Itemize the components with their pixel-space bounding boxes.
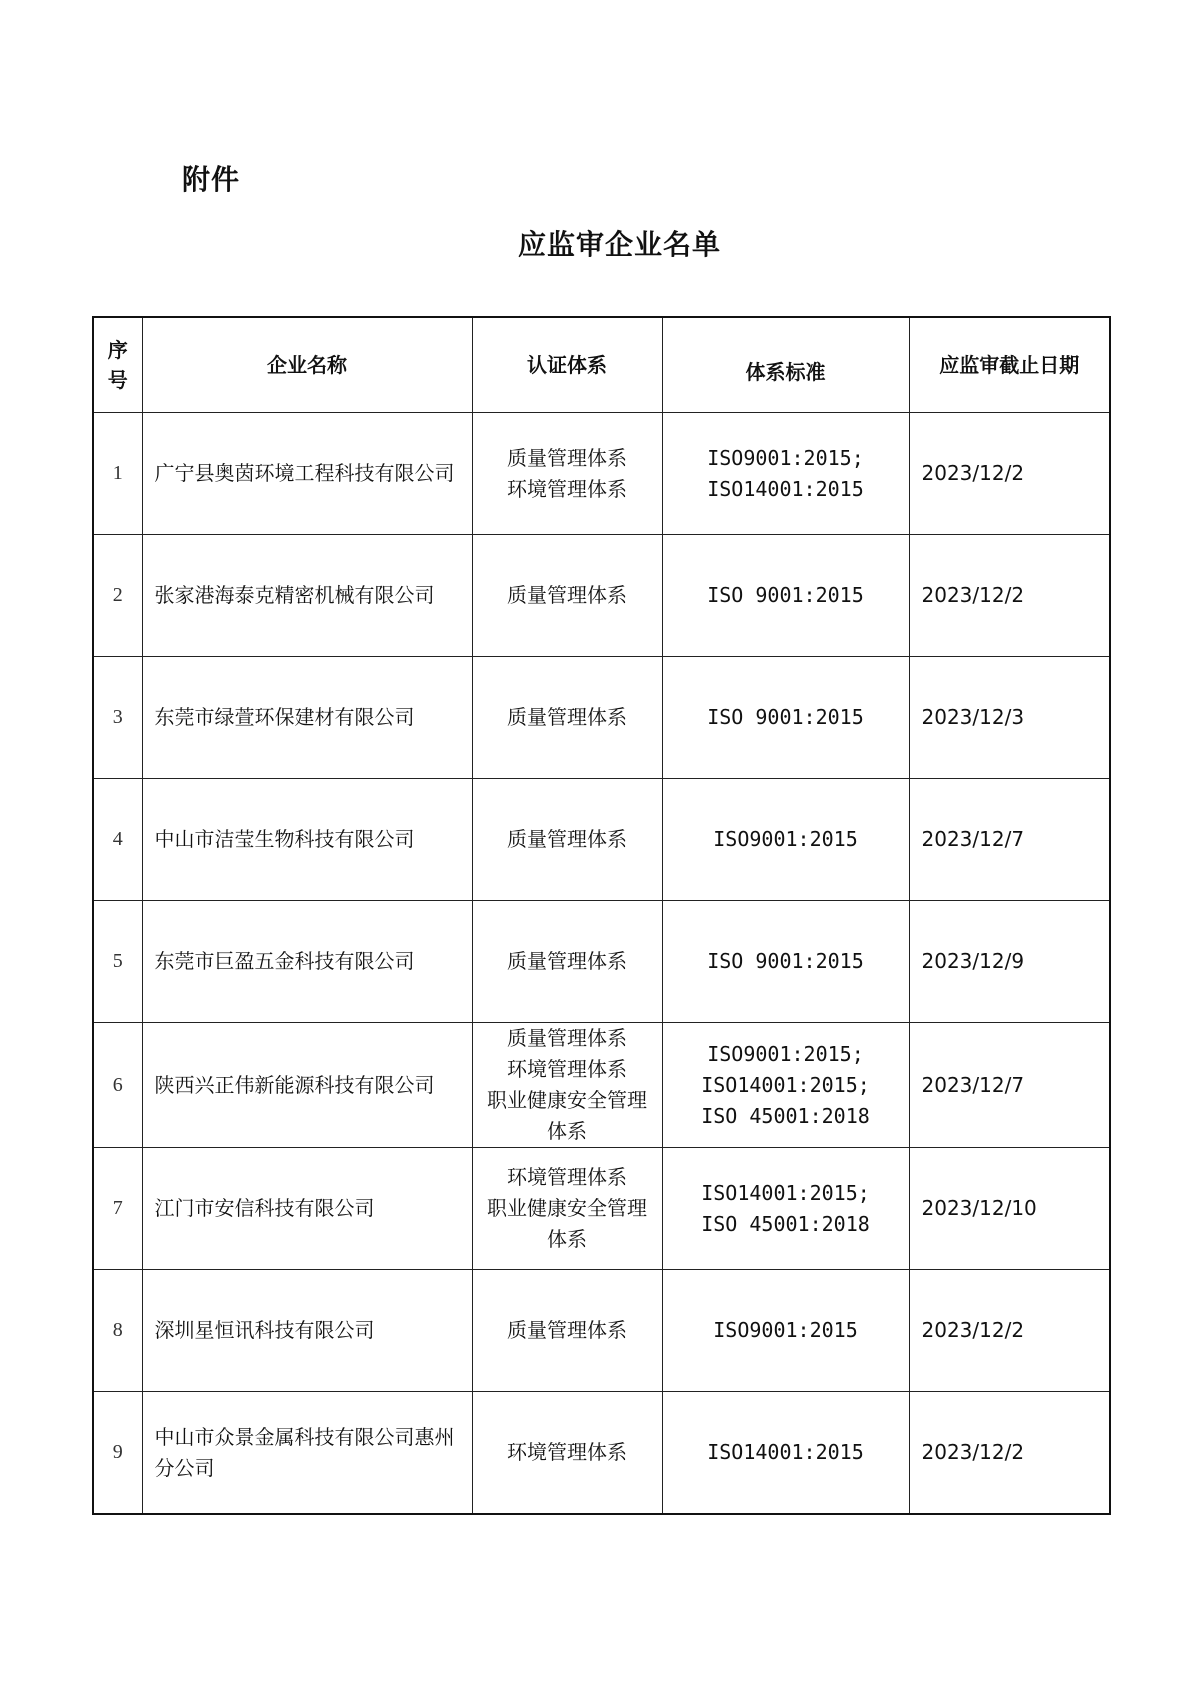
audit-deadline: 2023/12/2 — [909, 535, 1110, 657]
certification-system — [472, 657, 662, 779]
attachment-label: 附件 — [182, 163, 241, 196]
standard-line: ISO14001:2015 — [707, 1440, 864, 1464]
system-standard — [662, 657, 909, 779]
audit-deadline: 2023/12/2 — [909, 1392, 1110, 1515]
table-row — [93, 1148, 1110, 1270]
audit-deadline: 2023/12/2 — [909, 413, 1110, 535]
certification-system — [472, 901, 662, 1023]
company-name: 江门市安信科技有限公司 — [142, 1148, 472, 1270]
system-line: 环境管理体系 — [507, 476, 627, 501]
system-line: 质量管理体系 — [507, 1026, 627, 1050]
company-name: 中山市洁莹生物科技有限公司 — [142, 779, 472, 901]
system-line: 质量管理体系 — [507, 445, 627, 470]
table-header-row — [93, 317, 1110, 413]
standard-line: ISO 9001:2015 — [707, 705, 864, 729]
certification-system — [472, 413, 662, 535]
column-header-system: 认证体系 — [472, 317, 662, 413]
table-row — [93, 901, 1110, 1023]
system-standard — [662, 1148, 909, 1270]
system-line: 职业健康安全管理体系 — [487, 1196, 647, 1251]
system-standard — [662, 1392, 909, 1515]
table-body — [93, 413, 1110, 1515]
certification-system — [472, 1270, 662, 1392]
row-seq: 5 — [93, 901, 142, 1023]
system-line: 质量管理体系 — [507, 827, 627, 851]
table-row — [93, 1270, 1110, 1392]
table-row — [93, 1392, 1110, 1515]
column-header-standard: 体系标准 — [662, 317, 909, 413]
company-name: 东莞市绿萱环保建材有限公司 — [142, 657, 472, 779]
system-standard — [662, 1270, 909, 1392]
system-line: 环境管理体系 — [507, 1165, 627, 1189]
company-name: 东莞市巨盈五金科技有限公司 — [142, 901, 472, 1023]
system-standard — [662, 413, 909, 535]
audit-deadline: 2023/12/10 — [909, 1148, 1110, 1270]
column-header-company: 企业名称 — [142, 317, 472, 413]
company-name: 张家港海泰克精密机械有限公司 — [142, 535, 472, 657]
page-title: 应监审企业名单 — [517, 228, 721, 261]
system-line: 质量管理体系 — [507, 705, 627, 729]
system-line: 环境管理体系 — [507, 1057, 627, 1081]
audit-deadline: 2023/12/2 — [909, 1270, 1110, 1392]
row-seq: 4 — [93, 779, 142, 901]
enterprise-table — [92, 316, 1111, 1515]
system-line: 职业健康安全管理体系 — [487, 1088, 647, 1143]
column-header-seq: 序号 — [93, 317, 142, 413]
column-header-deadline: 应监审截止日期 — [909, 317, 1110, 413]
system-line: 环境管理体系 — [507, 1440, 627, 1464]
system-line: 质量管理体系 — [507, 583, 627, 607]
row-seq: 2 — [93, 535, 142, 657]
system-line: 质量管理体系 — [507, 1318, 627, 1342]
table-row — [93, 779, 1110, 901]
table-row — [93, 413, 1110, 535]
table-row — [93, 1023, 1110, 1148]
company-name: 广宁县奥茵环境工程科技有限公司 — [142, 413, 472, 535]
company-name: 陕西兴正伟新能源科技有限公司 — [142, 1023, 472, 1148]
audit-deadline: 2023/12/7 — [909, 779, 1110, 901]
system-standard — [662, 1023, 909, 1148]
standard-line: ISO 45001:2018 — [701, 1211, 870, 1236]
row-seq: 6 — [93, 1023, 142, 1148]
standard-line: ISO 9001:2015 — [707, 949, 864, 973]
standard-line: ISO14001:2015 — [707, 476, 864, 501]
certification-system — [472, 1023, 662, 1148]
certification-system — [472, 1392, 662, 1515]
audit-deadline: 2023/12/3 — [909, 657, 1110, 779]
standard-line: ISO14001:2015; — [701, 1072, 870, 1097]
certification-system — [472, 779, 662, 901]
row-seq: 7 — [93, 1148, 142, 1270]
system-line: 质量管理体系 — [507, 949, 627, 973]
audit-deadline: 2023/12/7 — [909, 1023, 1110, 1148]
company-name: 深圳星恒讯科技有限公司 — [142, 1270, 472, 1392]
system-standard — [662, 779, 909, 901]
system-standard — [662, 535, 909, 657]
certification-system — [472, 1148, 662, 1270]
standard-line: ISO9001:2015 — [713, 1318, 858, 1342]
row-seq: 1 — [93, 413, 142, 535]
row-seq: 8 — [93, 1270, 142, 1392]
audit-deadline: 2023/12/9 — [909, 901, 1110, 1023]
row-seq: 3 — [93, 657, 142, 779]
standard-line: ISO14001:2015; — [701, 1180, 870, 1205]
row-seq: 9 — [93, 1392, 142, 1515]
standard-line: ISO9001:2015 — [713, 827, 858, 851]
system-standard — [662, 901, 909, 1023]
standard-line: ISO9001:2015; — [707, 1041, 864, 1066]
standard-line: ISO 45001:2018 — [701, 1103, 870, 1128]
certification-system — [472, 535, 662, 657]
table-row — [93, 657, 1110, 779]
standard-line: ISO 9001:2015 — [707, 583, 864, 607]
company-name: 中山市众景金属科技有限公司惠州分公司 — [142, 1392, 472, 1515]
table-row — [93, 535, 1110, 657]
standard-line: ISO9001:2015; — [707, 445, 864, 470]
